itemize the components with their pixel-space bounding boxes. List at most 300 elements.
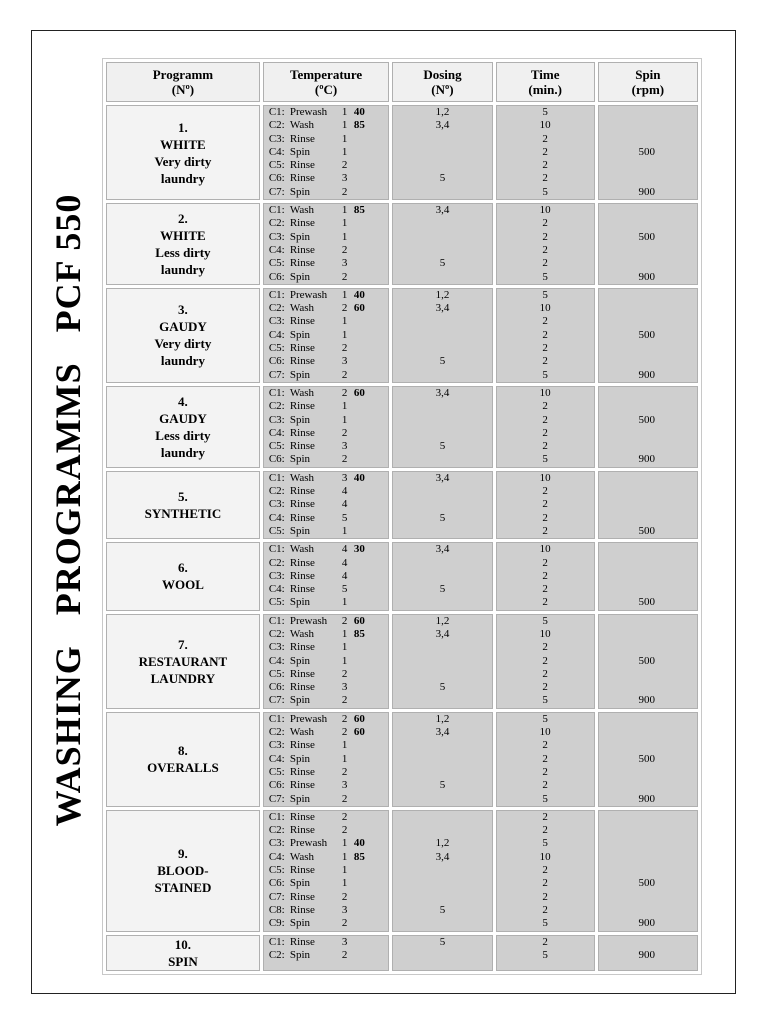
- step-count: 2: [341, 270, 348, 283]
- time-value: 2: [542, 400, 548, 413]
- step-count: 1: [341, 119, 348, 132]
- temperature-cell: [263, 935, 390, 971]
- step-code: C4:: [268, 243, 285, 256]
- spin-value: [599, 713, 697, 726]
- temperature-cell: [263, 471, 390, 539]
- spin-value: [599, 472, 697, 485]
- dosing-value: [393, 949, 491, 962]
- step-code: C8:: [268, 903, 285, 916]
- time-value: 2: [542, 641, 548, 654]
- time-value: 10: [539, 850, 551, 863]
- step-code: C4:: [268, 850, 285, 863]
- spin-value: 900: [638, 185, 655, 198]
- step-name: Rinse: [289, 243, 315, 256]
- dosing-value: [393, 641, 491, 654]
- dosing-value: [393, 668, 491, 681]
- step-count: 1: [341, 877, 348, 890]
- step-code: C1:: [268, 810, 285, 823]
- time-value: 2: [542, 243, 548, 256]
- spin-cell: [598, 386, 698, 468]
- dosing-value: [393, 811, 491, 824]
- step-count: 3: [341, 681, 348, 694]
- dosing-cell: [392, 712, 492, 807]
- dosing-value: 1,2: [435, 614, 450, 627]
- step-line: [264, 498, 389, 511]
- step-count: 2: [341, 368, 348, 381]
- time-value: 10: [539, 627, 551, 640]
- time-value: 2: [542, 440, 548, 453]
- step-line: [264, 543, 389, 556]
- step-line: [264, 342, 389, 355]
- program-name-line: WOOL: [161, 577, 204, 593]
- program-name-cell: [106, 386, 260, 468]
- spin-value: [599, 811, 697, 824]
- spin-value: [599, 217, 697, 230]
- time-value: 5: [542, 712, 548, 725]
- step-count: 1: [341, 217, 348, 230]
- time-value: 2: [542, 257, 548, 270]
- dosing-value: [393, 133, 491, 146]
- program-name-line: laundry: [160, 170, 205, 186]
- dosing-cell: [392, 614, 492, 709]
- temperature-cell: [263, 614, 390, 709]
- step-line: [264, 133, 389, 146]
- program-name-line: GAUDY: [159, 410, 207, 426]
- dosing-value: 3,4: [435, 386, 450, 399]
- step-count: 2: [341, 765, 348, 778]
- header-spin: Spin (rpm): [598, 62, 698, 102]
- time-value: 5: [542, 368, 548, 381]
- dosing-value: [393, 739, 491, 752]
- time-value: 2: [542, 935, 548, 948]
- time-value: 2: [542, 569, 548, 582]
- program-name-line: laundry: [160, 444, 205, 460]
- spin-value: [599, 681, 697, 694]
- step-code: C1:: [268, 204, 285, 217]
- dosing-value: 5: [439, 257, 446, 270]
- step-code: C6:: [268, 453, 285, 466]
- dosing-value: 1,2: [435, 288, 450, 301]
- step-line: [264, 369, 389, 382]
- step-line: [264, 271, 389, 284]
- spin-value: [599, 779, 697, 792]
- dosing-value: [393, 329, 491, 342]
- step-count: 2: [341, 453, 348, 466]
- step-name: Spin: [289, 654, 311, 667]
- dosing-value: 3,4: [435, 850, 450, 863]
- spin-value: 500: [638, 524, 655, 537]
- step-line: [264, 414, 389, 427]
- step-line: [264, 628, 389, 641]
- step-line: [264, 244, 389, 257]
- spin-value: [599, 739, 697, 752]
- step-code: C5:: [268, 864, 285, 877]
- step-name: Rinse: [289, 903, 315, 916]
- step-name: Rinse: [289, 485, 315, 498]
- step-name: Spin: [289, 368, 311, 381]
- program-name-line: Very dirty: [154, 336, 212, 352]
- spin-value: 500: [638, 654, 655, 667]
- step-name: Wash: [289, 204, 315, 217]
- spin-cell: [598, 105, 698, 200]
- time-value: 5: [542, 288, 548, 301]
- header-dosing: Dosing (Nº): [392, 62, 492, 102]
- program-row: [106, 935, 698, 971]
- step-count: 2: [341, 386, 348, 399]
- step-line: [264, 525, 389, 538]
- time-value: 2: [542, 667, 548, 680]
- step-code: C2:: [268, 824, 285, 837]
- step-code: C3:: [268, 132, 285, 145]
- step-count: 2: [341, 792, 348, 805]
- step-count: 1: [341, 864, 348, 877]
- step-count: 3: [341, 440, 348, 453]
- step-code: C1:: [268, 386, 285, 399]
- program-name-line: SYNTHETIC: [144, 505, 222, 521]
- dosing-cell: [392, 935, 492, 971]
- header-temperature: Temperature (ºC): [263, 62, 390, 102]
- step-count: 2: [341, 726, 348, 739]
- time-value: 2: [542, 810, 548, 823]
- spin-value: [599, 172, 697, 185]
- step-code: C7:: [268, 890, 285, 903]
- dosing-cell: [392, 203, 492, 285]
- spin-value: [599, 485, 697, 498]
- spin-value: [599, 837, 697, 850]
- step-code: C3:: [268, 837, 285, 850]
- step-line: [264, 355, 389, 368]
- step-count: 1: [341, 524, 348, 537]
- step-code: C1:: [268, 935, 285, 948]
- step-line: [264, 302, 389, 315]
- dosing-value: [393, 427, 491, 440]
- program-name-line: STAINED: [154, 880, 212, 896]
- step-count: 3: [341, 355, 348, 368]
- step-count: 2: [341, 694, 348, 707]
- spin-value: [599, 824, 697, 837]
- spin-value: [599, 766, 697, 779]
- step-line: [264, 204, 389, 217]
- spin-value: 900: [638, 694, 655, 707]
- program-name-cell: [106, 935, 260, 971]
- spin-value: [599, 342, 697, 355]
- step-count: 2: [341, 667, 348, 680]
- dosing-value: 1,2: [435, 837, 450, 850]
- dosing-value: 5: [439, 779, 446, 792]
- dosing-value: [393, 694, 491, 707]
- step-name: Rinse: [289, 440, 315, 453]
- step-name: Rinse: [289, 583, 315, 596]
- step-count: 2: [341, 342, 348, 355]
- spin-value: [599, 257, 697, 270]
- time-cell: [496, 542, 595, 610]
- spin-value: 900: [638, 453, 655, 466]
- dosing-value: [393, 498, 491, 511]
- step-code: C2:: [268, 217, 285, 230]
- time-value: 10: [539, 302, 551, 315]
- step-line: [264, 440, 389, 453]
- time-cell: [496, 386, 595, 468]
- spin-cell: [598, 614, 698, 709]
- step-line: [264, 837, 389, 850]
- step-count: 1: [341, 752, 348, 765]
- step-code: C2:: [268, 119, 285, 132]
- step-name: Spin: [289, 917, 311, 930]
- program-name-line: SPIN: [168, 953, 198, 969]
- program-row: [106, 712, 698, 807]
- step-name: Spin: [289, 413, 311, 426]
- spin-value: [599, 615, 697, 628]
- time-value: 5: [542, 837, 548, 850]
- step-name: Spin: [289, 752, 311, 765]
- spin-cell: [598, 712, 698, 807]
- spin-value: [599, 936, 697, 949]
- step-line: [264, 159, 389, 172]
- step-name: Prewash: [289, 106, 328, 118]
- time-cell: [496, 288, 595, 383]
- dosing-value: 1,2: [435, 712, 450, 725]
- step-count: 2: [341, 890, 348, 903]
- step-name: Spin: [289, 524, 311, 537]
- header-time: Time (min.): [496, 62, 595, 102]
- step-name: Rinse: [289, 355, 315, 368]
- step-temperature: 85: [353, 204, 365, 217]
- step-code: C7:: [268, 185, 285, 198]
- time-value: 5: [542, 694, 548, 707]
- step-name: Rinse: [289, 400, 315, 413]
- dosing-value: [393, 186, 491, 199]
- step-line: [264, 655, 389, 668]
- header-programm: Programm (Nº): [106, 62, 260, 102]
- spin-value: [599, 302, 697, 315]
- step-line: [264, 694, 389, 707]
- program-name-cell: [106, 105, 260, 200]
- program-name-line: 7.: [178, 636, 188, 652]
- program-name-line: 9.: [178, 846, 188, 862]
- program-name-line: OVERALLS: [147, 760, 219, 776]
- time-value: 5: [542, 948, 548, 961]
- dosing-value: [393, 557, 491, 570]
- step-name: Rinse: [289, 935, 315, 948]
- dosing-value: [393, 891, 491, 904]
- dosing-cell: [392, 810, 492, 932]
- dosing-value: 1,2: [435, 106, 450, 118]
- step-code: C3:: [268, 498, 285, 511]
- time-value: 5: [542, 270, 548, 283]
- step-temperature: 85: [353, 119, 365, 132]
- dosing-value: [393, 231, 491, 244]
- dosing-value: 5: [439, 583, 446, 596]
- time-value: 10: [539, 204, 551, 217]
- time-value: 2: [542, 864, 548, 877]
- time-value: 2: [542, 145, 548, 158]
- time-value: 2: [542, 328, 548, 341]
- step-line: [264, 793, 389, 806]
- program-name-line: WHITE: [160, 227, 206, 243]
- dosing-value: [393, 244, 491, 257]
- time-value: 2: [542, 752, 548, 765]
- time-cell: [496, 712, 595, 807]
- step-name: Spin: [289, 145, 311, 158]
- step-line: [264, 427, 389, 440]
- dosing-value: 3,4: [435, 302, 450, 315]
- program-name-cell: [106, 614, 260, 709]
- program-name-line: 3.: [178, 302, 188, 318]
- step-code: C4:: [268, 583, 285, 596]
- step-name: Prewash: [289, 712, 328, 725]
- dosing-value: [393, 485, 491, 498]
- program-name-line: BLOOD-: [157, 863, 209, 879]
- dosing-value: [393, 453, 491, 466]
- step-count: 2: [341, 712, 348, 725]
- step-code: C5:: [268, 159, 285, 172]
- step-code: C1:: [268, 471, 285, 484]
- step-count: 1: [341, 204, 348, 217]
- step-count: 4: [341, 569, 348, 582]
- spin-value: [599, 427, 697, 440]
- time-value: 2: [542, 903, 548, 916]
- spin-value: 900: [638, 917, 655, 930]
- program-name-line: 8.: [178, 743, 188, 759]
- step-count: 5: [341, 583, 348, 596]
- document-title: WASHING PROGRAMMS PCF 550: [48, 193, 88, 827]
- step-line: [264, 641, 389, 654]
- program-name-line: 2.: [178, 210, 188, 226]
- dosing-value: [393, 753, 491, 766]
- spin-value: [599, 668, 697, 681]
- dosing-value: 5: [439, 511, 446, 524]
- spin-value: [599, 543, 697, 556]
- spin-value: [599, 400, 697, 413]
- step-count: 1: [341, 230, 348, 243]
- spin-value: 900: [638, 948, 655, 961]
- spin-value: [599, 628, 697, 641]
- spin-value: [599, 891, 697, 904]
- spin-cell: [598, 810, 698, 932]
- step-code: C7:: [268, 368, 285, 381]
- time-value: 2: [542, 596, 548, 609]
- step-name: Rinse: [289, 681, 315, 694]
- program-name-line: 6.: [178, 560, 188, 576]
- step-count: 4: [341, 556, 348, 569]
- dosing-value: 5: [439, 440, 446, 453]
- step-count: 2: [341, 243, 348, 256]
- dosing-value: 3,4: [435, 726, 450, 739]
- step-name: Rinse: [289, 426, 315, 439]
- step-code: C3:: [268, 739, 285, 752]
- step-code: C4:: [268, 426, 285, 439]
- step-code: C2:: [268, 726, 285, 739]
- step-line: [264, 400, 389, 413]
- spin-value: 500: [638, 877, 655, 890]
- program-row: [106, 810, 698, 932]
- step-code: C6:: [268, 172, 285, 185]
- step-code: C4:: [268, 145, 285, 158]
- spin-value: 500: [638, 145, 655, 158]
- program-name-line: RESTAURANT: [138, 653, 228, 669]
- spin-value: 900: [638, 270, 655, 283]
- step-name: Spin: [289, 948, 311, 961]
- step-code: C5:: [268, 440, 285, 453]
- step-count: 1: [341, 627, 348, 640]
- step-count: 1: [341, 315, 348, 328]
- step-count: 3: [341, 257, 348, 270]
- dosing-value: [393, 766, 491, 779]
- time-value: 2: [542, 172, 548, 185]
- time-cell: [496, 810, 595, 932]
- step-code: C1:: [268, 288, 285, 301]
- dosing-cell: [392, 288, 492, 383]
- step-name: Rinse: [289, 641, 315, 654]
- step-code: C5:: [268, 342, 285, 355]
- dosing-value: [393, 793, 491, 806]
- step-line: [264, 936, 389, 949]
- program-name-line: Less dirty: [155, 244, 211, 260]
- step-name: Rinse: [289, 498, 315, 511]
- time-value: 5: [542, 917, 548, 930]
- program-name-cell: [106, 810, 260, 932]
- dosing-value: 3,4: [435, 119, 450, 132]
- step-count: 5: [341, 511, 348, 524]
- step-count: 4: [341, 485, 348, 498]
- dosing-value: [393, 400, 491, 413]
- program-name-cell: [106, 542, 260, 610]
- step-line: [264, 485, 389, 498]
- dosing-value: [393, 877, 491, 890]
- step-code: C3:: [268, 641, 285, 654]
- step-name: Rinse: [289, 172, 315, 185]
- time-value: 2: [542, 681, 548, 694]
- step-temperature: 60: [353, 302, 365, 315]
- step-code: C2:: [268, 302, 285, 315]
- step-name: Rinse: [289, 890, 315, 903]
- step-code: C5:: [268, 765, 285, 778]
- step-name: Rinse: [289, 765, 315, 778]
- time-value: 2: [542, 511, 548, 524]
- spin-value: [599, 289, 697, 302]
- program-name-line: laundry: [160, 261, 205, 277]
- step-name: Spin: [289, 230, 311, 243]
- step-count: 2: [341, 302, 348, 315]
- step-name: Spin: [289, 792, 311, 805]
- step-temperature: 60: [353, 726, 365, 739]
- program-name-line: GAUDY: [159, 319, 207, 335]
- step-code: C1:: [268, 614, 285, 627]
- step-code: C2:: [268, 400, 285, 413]
- step-name: Rinse: [289, 342, 315, 355]
- time-value: 2: [542, 413, 548, 426]
- step-temperature: 40: [353, 471, 365, 484]
- program-name-line: 5.: [178, 488, 188, 504]
- step-name: Wash: [289, 627, 315, 640]
- time-value: 2: [542, 355, 548, 368]
- step-line: [264, 231, 389, 244]
- step-line: [264, 512, 389, 525]
- step-line: [264, 106, 389, 119]
- spin-value: 900: [638, 792, 655, 805]
- step-count: 1: [341, 145, 348, 158]
- step-name: Spin: [289, 596, 311, 609]
- step-line: [264, 186, 389, 199]
- step-count: 2: [341, 185, 348, 198]
- step-name: Wash: [289, 543, 315, 556]
- step-name: Rinse: [289, 556, 315, 569]
- spin-value: [599, 864, 697, 877]
- time-value: 5: [542, 453, 548, 466]
- spin-value: [599, 315, 697, 328]
- spin-cell: [598, 471, 698, 539]
- spin-value: [599, 355, 697, 368]
